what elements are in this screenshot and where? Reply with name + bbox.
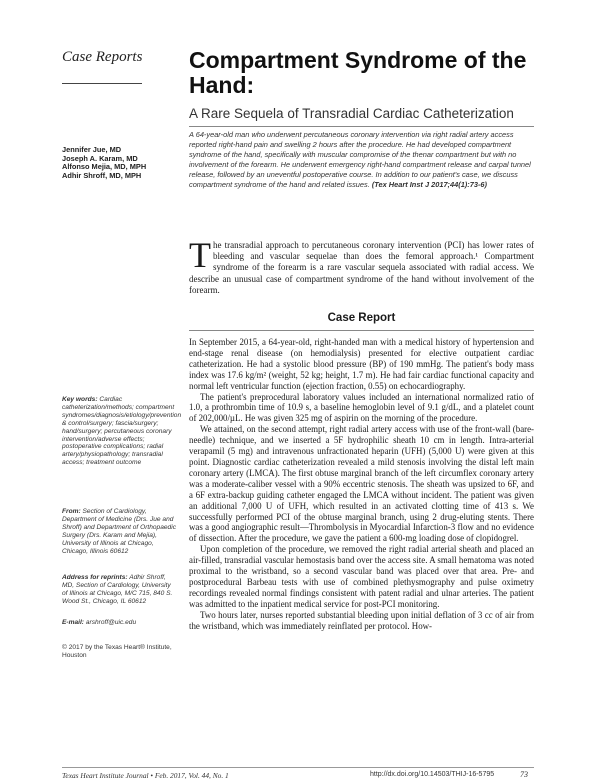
email-link[interactable]: arshroff@uic.edu [85,619,137,626]
email-note [62,619,177,627]
abstract-text: A 64-year-old man who underwent percutaneous coronary intervention via right radial artery access reported right-hand pain and swelling 2 hours after the procedure. He had developed compartment syndrome of the hand, specifically with muscular compromise of the thenar compartment but with no involvement of the forearm. He underwent emergency right-hand compartment release and carpal tunnel release, followed by an uneventful postoperative course. In addition to our patient's case, we discuss compartment syndrome of the hand and related issues. [189,130,531,189]
email-label: E-mail: [62,619,84,626]
footer-journal: Texas Heart Institute Journal • Feb. 2017, Vol. 44, No. 1 [62,771,229,780]
footer-doi-link[interactable]: http://dx.doi.org/10.14503/THIJ-16-5795 [370,771,495,778]
heading-divider [189,330,534,331]
page-number: 73 [520,770,528,779]
article-title: Compartment Syndrome of the Hand: [189,47,527,98]
abstract [189,130,534,190]
body-paragraph: We attained, on the second attempt, right radial artery access with use of the front-wall (bare-needle) technique, and we inserted a 5F hydrophilic sheath 10 cm in length. Intra-arterial verapamil (5 mg) and intravenous unfractionated heparin (UFH) (5,000 U) were given at this point. Diagnostic cardiac catheterization revealed a mild stenosis involving the distal left main coronary artery (LMCA). The first obtuse marginal branch of the left circumflex coronary artery was a moderate-caliber vessel with a 90% eccentric stenosis. The sheath was upsized to 6F, and a 6F extra-backup guiding catheter engaged the LMCA without incident. The patient was given an additional 7,000 U of UFH, which resulted in an activated clotting time of 413 s. We successfully performed PCI of the obtuse marginal branch, using 2 drug-eluting stents. There was a good angiographic result—Thrombolysis in Myocardial Infarction-3 flow and no evidence of dissection. After the procedure, we gave the patient a 600-mg loading dose of clopidogrel. [189,424,534,544]
section-label [62,49,152,66]
section-label-text: Case Reports [62,49,143,65]
reprints-text: Adhir Shroff, MD, Section of Cardiology, University of Illinois at Chicago, M/C 715, 840 S. Wood St., Chicago, IL 60612 [62,574,173,605]
author-name: Joseph A. Karam, MD [62,153,138,163]
body-paragraph: Upon completion of the procedure, we removed the right radial arterial sheath and placed an air-filled, transradial vascular hemostasis band over the access site. A small hematoma was noted proximal to the wristband, so a second vascular band was placed over that area. Pre- and postprocedural Barbeau tests with use of combined plethysmography and pulse oximetry recordings revealed normal findings consistent with patent radial and ulnar arteries. The patient was admitted to the inpatient medical service for post-PCI monitoring. [189,544,534,609]
case-report-body [189,337,534,631]
body-paragraph: In September 2015, a 64-year-old, right-handed man with a medical history of hypertension and end-stage renal disease (on hemodialysis) presented for elective outpatient cardiac catheterization. He had a systolic blood pressure (BP) of 190 mmHg. The patient's body mass index was 17.6 kg/m² (weight, 52 kg; height, 1.7 m). He had fair cardiac functional capacity and normal left ventricular function (ejection fraction, 0.55) on echocardiography. [189,337,534,391]
case-report-heading: Case Report [327,312,396,324]
intro-text: he transradial approach to percutaneous coronary intervention (PCI) has lower rates of bleeding and vascular sequelae than does the femoral approach.¹ Compartment syndrome of the forearm is a rare vascular sequela associated with radial access. We describe an unusual case of compartment syndrome of the hand without involvement of the forearm. [189,240,534,295]
body-paragraph: The patient's preprocedural laboratory values included an international normalized ratio of 1.0, a prothrombin time of 10.9 s, a baseline hemoglobin level of 9.1 g/dL, and a platelet count of 202,000/µL. He was given 325 mg of aspirin on the morning of the procedure. [189,391,534,424]
reprints-label: Address for reprints: [62,574,128,581]
body-paragraph: Two hours later, nurses reported substantial bleeding upon initial deflation of 3 cc of air from the wristband, which was immediately reinflated per protocol. How- [189,609,534,631]
keywords-text: Cardiac catheterization/methods; compartment syndromes/diagnosis/etiology/prevention & control/surgery; fascia/surgery; hand/surgery; percutaneous coronary intervention/adverse effects; postoperative complications; radial artery/physiopathology; transradial access; treatment outcome [62,396,182,467]
drop-cap: T [189,235,211,275]
affiliation-text: Section of Cardiology, Department of Medicine (Drs. Jue and Shroff) and Department of Orthopaedic Surgery (Drs. Karam and Mejia), University of Illinois at Chicago, Chicago, Illinois 60612 [62,508,176,555]
copyright-note: © 2017 by the Texas Heart® Institute, Houston [62,644,172,659]
footer-divider [62,767,534,768]
keywords-note [62,396,182,467]
affiliation-label: From: [62,508,81,515]
author-name: Jennifer Jue, MD [62,145,122,154]
title-divider [189,126,534,127]
keywords-label: Key words: [62,396,98,403]
reprints-note [62,574,177,606]
author-list [62,146,184,180]
abstract-citation: (Tex Heart Inst J 2017;44(1):73-6) [371,180,487,189]
affiliation-note [62,508,177,555]
author-name: Adhir Shroff, MD, MPH [62,170,142,180]
section-divider [62,83,142,84]
intro-paragraph [189,235,534,296]
author-name: Alfonso Mejia, MD, MPH [62,162,147,172]
article-subtitle: A Rare Sequela of Transradial Cardiac Catheterization [189,106,514,121]
